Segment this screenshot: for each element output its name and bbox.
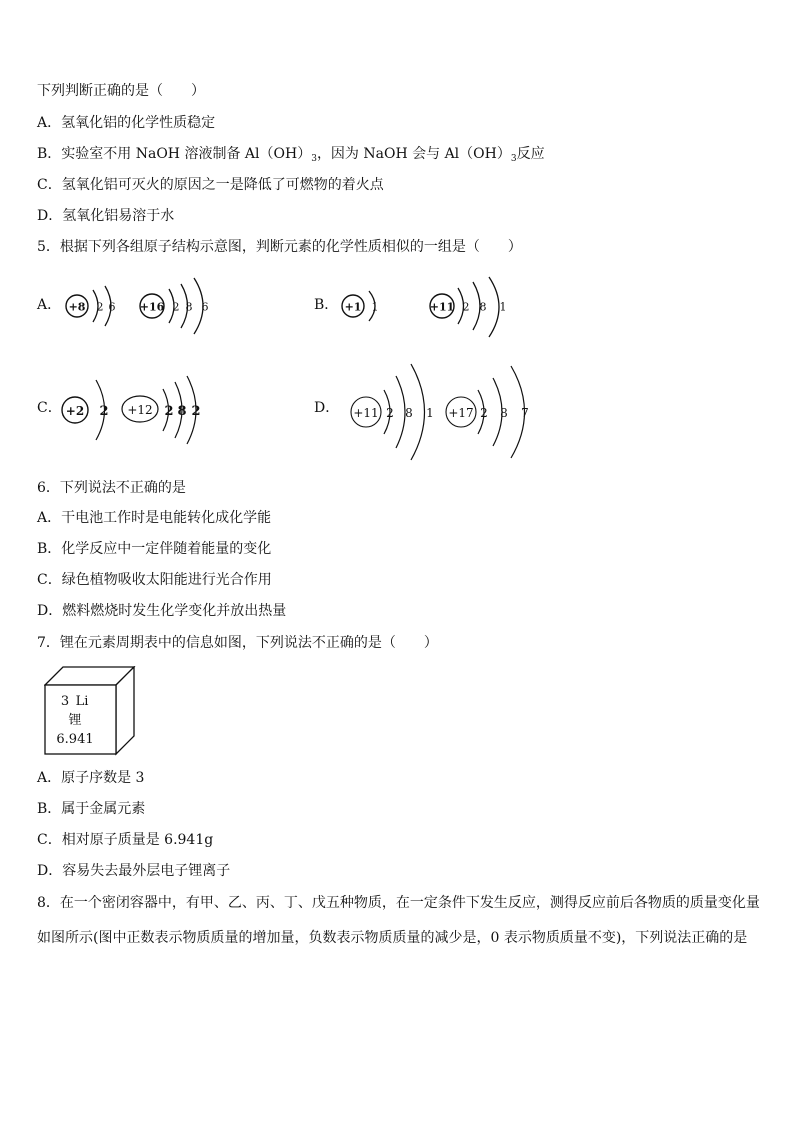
q7-atomic-number: 3 [60,694,70,709]
q5-d-atom2-shell-electrons: 7 [521,406,529,420]
q5-d-atom2-shell-electrons: 2 [480,406,488,420]
q5-a-atom2-shell-electrons: 6 [201,300,209,314]
q5-d-atom1-nucleus: +11 [353,406,379,420]
q5-a-atom1-shell-electrons: 6 [108,300,116,314]
q5-a-atom2-nucleus: +16 [139,300,165,314]
q7-option-a: A．原子序数是 3 [37,770,145,786]
q4-option-c: C．氢氧化铝可灭火的原因之一是降低了可燃物的着火点 [37,177,384,193]
q5-c-atom2-shell-electrons: 8 [177,404,187,419]
q5-b-atom2-shell-electrons: 8 [479,300,487,314]
q5-b-atom1-shell-electrons: 1 [371,300,379,314]
q5-option-d-diagram [348,362,538,462]
q4-option-b-sub2: 3 [510,154,517,164]
q4-option-d: D．氢氧化铝易溶于水 [37,208,175,224]
q5-option-a-label: A． [37,297,62,313]
q5-d-atom2-nucleus: +17 [448,406,474,420]
q7-option-c: C．相对原子质量是 6.941g [37,832,214,848]
q5-b-atom2-nucleus: +11 [429,300,455,314]
q7-option-b: B．属于金属元素 [37,801,146,817]
q5-d-atom1-shell-arc [396,376,405,448]
q5-d-atom2-shell-electrons: 8 [500,406,508,420]
q4-option-b-part2: ，因为 NaOH 会与 Al（OH） [316,146,511,162]
q4-option-b-part3: 反应 [516,146,545,162]
q7-element-name: 锂 [68,713,82,728]
q5-option-c-diagram [58,375,208,445]
q5-b-atom2-shell-electrons: 1 [499,300,507,314]
q7-option-d: D．容易失去最外层电子锂离子 [37,863,231,879]
q5-c-atom2-shell-electrons: 2 [191,404,201,419]
q5-option-b-label: B． [314,297,339,313]
q5-c-atom2-nucleus: +12 [127,403,153,417]
q5-b-atom2-shell-electrons: 2 [462,300,470,314]
q7-atomic-mass: 6.941 [56,732,94,747]
q5-b-atom1-nucleus: +1 [344,300,362,314]
q8-stem-line1: 8．在一个密闭容器中，有甲、乙、丙、丁、戊五种物质，在一定条件下发生反应，测得反应前后各物质的质量变化量 [37,895,760,911]
q5-option-c-label: C． [37,400,62,416]
q5-a-atom2-shell-electrons: 8 [185,300,193,314]
q5-option-b-diagram [337,276,517,340]
q5-stem: 5．根据下列各组原子结构示意图，判断元素的化学性质相似的一组是（ ） [37,239,522,255]
q5-option-d-label: D． [314,400,340,416]
q5-c-atom1-shell-electrons: 2 [99,404,109,419]
q7-element-card [44,666,136,756]
q5-d-atom1-shell-electrons: 2 [386,406,394,420]
q5-c-atom2-shell-electrons: 2 [164,404,174,419]
q5-d-atom1-shell-arc [411,364,425,460]
q4-option-b-sub1: 3 [311,154,317,164]
q4-option-a: A．氢氧化铝的化学性质稳定 [37,115,216,131]
q7-element-symbol: Li [75,694,89,709]
q4-option-b [37,144,545,169]
q4-option-b-part1: B．实验室不用 NaOH 溶液制备 Al（OH） [37,146,312,162]
q5-d-atom1-shell-electrons: 1 [426,406,434,420]
q6-stem: 6．下列说法不正确的是 [37,480,186,496]
q5-a-atom1-shell-electrons: 2 [96,300,104,314]
q7-stem: 7．锂在元素周期表中的信息如图，下列说法不正确的是（ ） [37,635,438,651]
q5-d-atom1-shell-electrons: 8 [405,406,413,420]
q5-option-a-diagram [60,276,220,336]
q6-option-d: D．燃料燃烧时发生化学变化并放出热量 [37,603,287,619]
q6-option-a: A．干电池工作时是电能转化成化学能 [37,510,272,526]
q5-a-atom1-nucleus: +8 [68,300,86,314]
q5-a-atom2-shell-electrons: 2 [172,300,180,314]
q8-stem-line2: 如图所示(图中正数表示物质质量的增加量，负数表示物质质量的减少是，0 表示物质质量不变)，下列说法正确的是 [37,930,748,946]
q6-option-b: B．化学反应中一定伴随着能量的变化 [37,541,272,557]
q6-option-c: C．绿色植物吸收太阳能进行光合作用 [37,572,272,588]
q5-c-atom1-nucleus: +2 [65,404,85,418]
q4-stem: 下列判断正确的是（ ） [37,83,205,99]
q5-b-atom2-shell-arc [489,277,499,337]
